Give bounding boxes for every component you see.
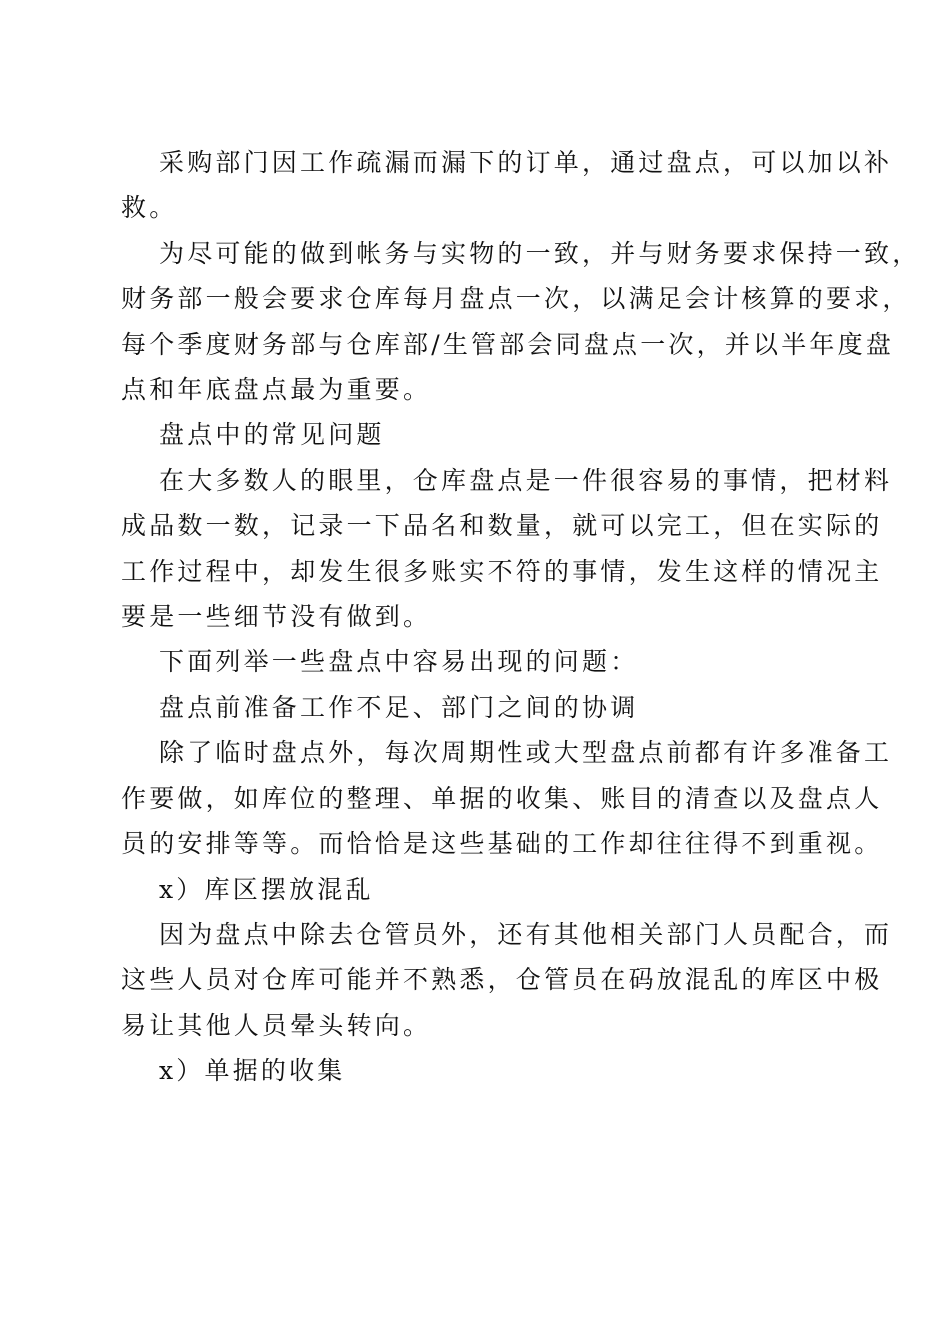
list-item-heading (121, 867, 833, 912)
text-line: 下面列举一些盘点中容易出现的问题： (159, 647, 639, 677)
text-line: 员的安排等等。而恰恰是这些基础的工作却往往得不到重视。 (121, 829, 883, 859)
paragraph (121, 912, 893, 1048)
text-line: 工作过程中，却发生很多账实不符的事情，发生这样的情况主 (121, 556, 883, 586)
text-line: 易让其他人员晕头转向。 (121, 1010, 432, 1040)
paragraph (121, 639, 833, 684)
text-line: 在大多数人的眼里，仓库盘点是一件很容易的事情，把材料 (159, 465, 893, 495)
text-line: 要是一些细节没有做到。 (121, 602, 432, 632)
text-line: 救。 (121, 193, 178, 223)
text-line: 盘点前准备工作不足、部门之间的协调 (159, 692, 639, 722)
section-heading (121, 685, 833, 730)
paragraph (121, 140, 893, 231)
text-line: 作要做，如库位的整理、单据的收集、账目的清查以及盘点人 (121, 783, 883, 813)
paragraph (121, 458, 893, 640)
text-line: 财务部一般会要求仓库每月盘点一次，以满足会计核算的要求， (121, 284, 911, 314)
text-line: 为尽可能的做到帐务与实物的一致，并与财务要求保持一致， (159, 238, 921, 268)
document-body (121, 140, 921, 1094)
section-heading (121, 412, 833, 457)
text-line: x）单据的收集 (159, 1056, 346, 1086)
text-line: 点和年底盘点最为重要。 (121, 375, 432, 405)
text-line: 除了临时盘点外，每次周期性或大型盘点前都有许多准备工 (159, 738, 893, 768)
paragraph (121, 730, 893, 866)
paragraph (121, 231, 921, 413)
text-line: 每个季度财务部与仓库部/生管部会同盘点一次，并以半年度盘 (121, 329, 895, 359)
text-line: x）库区摆放混乱 (159, 874, 374, 904)
text-line: 成品数一数，记录一下品名和数量，就可以完工，但在实际的 (121, 511, 883, 541)
text-line: 盘点中的常见问题 (159, 420, 385, 450)
list-item-heading (121, 1048, 833, 1093)
text-line: 采购部门因工作疏漏而漏下的订单，通过盘点，可以加以补 (159, 148, 893, 177)
text-line: 这些人员对仓库可能并不熟悉，仓管员在码放混乱的库区中极 (121, 965, 883, 995)
text-line: 因为盘点中除去仓管员外，还有其他相关部门人员配合，而 (159, 919, 893, 949)
